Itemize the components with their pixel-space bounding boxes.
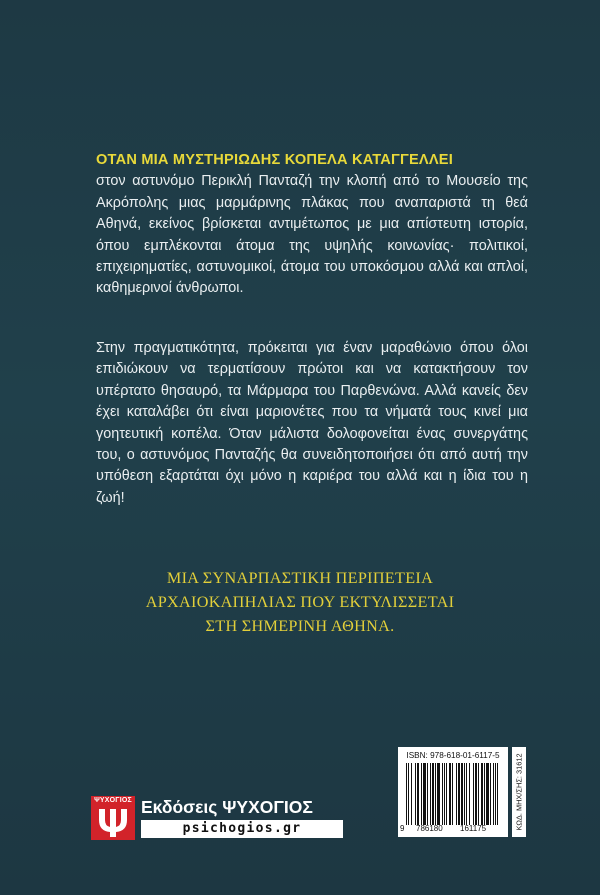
publisher-logo: [91, 796, 135, 840]
publisher-name: Εκδόσεις ΨΥΧΟΓΙΟΣ: [141, 797, 313, 817]
barcode-bar: [449, 763, 451, 825]
barcode-bar: [495, 763, 496, 825]
barcode-digit-first: 9: [400, 824, 405, 833]
publisher-url: psichogios.gr: [141, 820, 343, 838]
barcode-bar: [478, 763, 479, 825]
blurb-paragraph-1-text: στον αστυνόμο Περικλή Πανταζή την κλοπή από το Μουσείο της Ακρόπολης μιας μαρμάρινης πλάκας που αναπαριστά τη θεά Αθηνά, εκείνος βρίσκεται αντιμέτωπος με μια απίστευτη ιστορία, όπου εμπλέκονται άτομα της υψηλής κοινωνίας· πολιτικοί, επιχειρηματίες, αστυνομικοί, άτομα του υποκόσμου αλλά και απλοί, καθημερινοί άνθρωποι.: [96, 173, 528, 297]
barcode-bar: [452, 763, 453, 825]
tagline-line-2: ΑΡΧΑΙΟΚΑΠΗΛΙΑΣ ΠΟΥ ΕΚΤΥΛΙΣΣΕΤΑΙ: [145, 593, 455, 611]
barcode-bar: [408, 763, 409, 825]
barcode-bar: [442, 763, 443, 825]
blurb-paragraph-2: Στην πραγματικότητα, πρόκειται για έναν μαραθώνιο όπου όλοι επιδιώκουν να τερματίσουν πρώτοι και να κατακτήσουν τον υπέρτατο θησαυρό, τα Μάρμαρα του Παρθενώνα. Αλλά κανείς δεν έχει καταλάβει ότι είναι μαριονέτες που τα νήματά τους κινεί μια γοητευτική κοπέλα. Όταν μάλιστα δολοφονείται ένας συνεργάτης του, ο αστυνόμος Πανταζής θα συνειδητοποιήσει ότι από αυτή την υπόθεση εξαρτάται όχι μόνο η καριέρα του αλλά και η ίδια του η ζωή!: [96, 340, 528, 506]
barcode-bar: [432, 763, 434, 825]
blurb-paragraph-1: [96, 150, 528, 300]
publisher-logo-text: ΨΥΧΟΓΙΟΣ: [94, 797, 132, 804]
barcode-bar: [430, 763, 431, 825]
barcode-bar: [406, 763, 407, 825]
product-code: ΚΩΔ. ΜΗΧ/ΣΗΣ: 31612: [514, 753, 524, 831]
tagline: [0, 566, 600, 638]
barcode-bar: [464, 763, 465, 825]
barcode-bar: [493, 763, 494, 825]
tagline-line-1: ΜΙΑ ΣΥΝΑΡΠΑΣΤΙΚΗ ΠΕΡΙΠΕΤΕΙΑ: [166, 569, 434, 587]
barcode-bar: [486, 763, 489, 825]
barcode-bar: [490, 763, 491, 825]
barcode-bar: [497, 763, 498, 825]
barcode-bar: [473, 763, 474, 825]
barcode-bar: [484, 763, 485, 825]
barcode-bars: [406, 763, 500, 825]
barcode-bar: [446, 763, 447, 825]
barcode-bar: [423, 763, 426, 825]
isbn-label: ISBN: 978-618-01-6117-5: [406, 751, 500, 760]
barcode-bar: [444, 763, 445, 825]
barcode-bar: [421, 763, 422, 825]
blurb-heading: ΟΤΑΝ ΜΙΑ ΜΥΣΤΗΡΙΩΔΗΣ ΚΟΠΕΛΑ ΚΑΤΑΓΓΕΛΛΕΙ: [96, 152, 453, 168]
barcode-bar: [466, 763, 467, 825]
barcode-bar: [415, 763, 416, 825]
barcode-bar: [461, 763, 463, 825]
psi-logo-icon: [97, 806, 129, 838]
barcode-bar: [417, 763, 419, 825]
barcode-bar: [481, 763, 483, 825]
barcode-digits-left: 786180: [416, 824, 443, 833]
tagline-line-3: ΣΤΗ ΣΗΜΕΡΙΝΗ ΑΘΗΝΑ.: [205, 617, 395, 635]
barcode-bar: [427, 763, 428, 825]
barcode-bar: [456, 763, 457, 825]
barcode-bar: [469, 763, 470, 825]
barcode-bar: [458, 763, 460, 825]
barcode-bar: [475, 763, 477, 825]
barcode-bar: [411, 763, 412, 825]
barcode-bar: [435, 763, 436, 825]
barcode-bar: [437, 763, 440, 825]
publisher-imprint: [91, 796, 351, 840]
product-code-strip: [512, 747, 526, 837]
isbn-barcode: [398, 747, 508, 837]
barcode-digits-right: 161175: [460, 824, 487, 833]
